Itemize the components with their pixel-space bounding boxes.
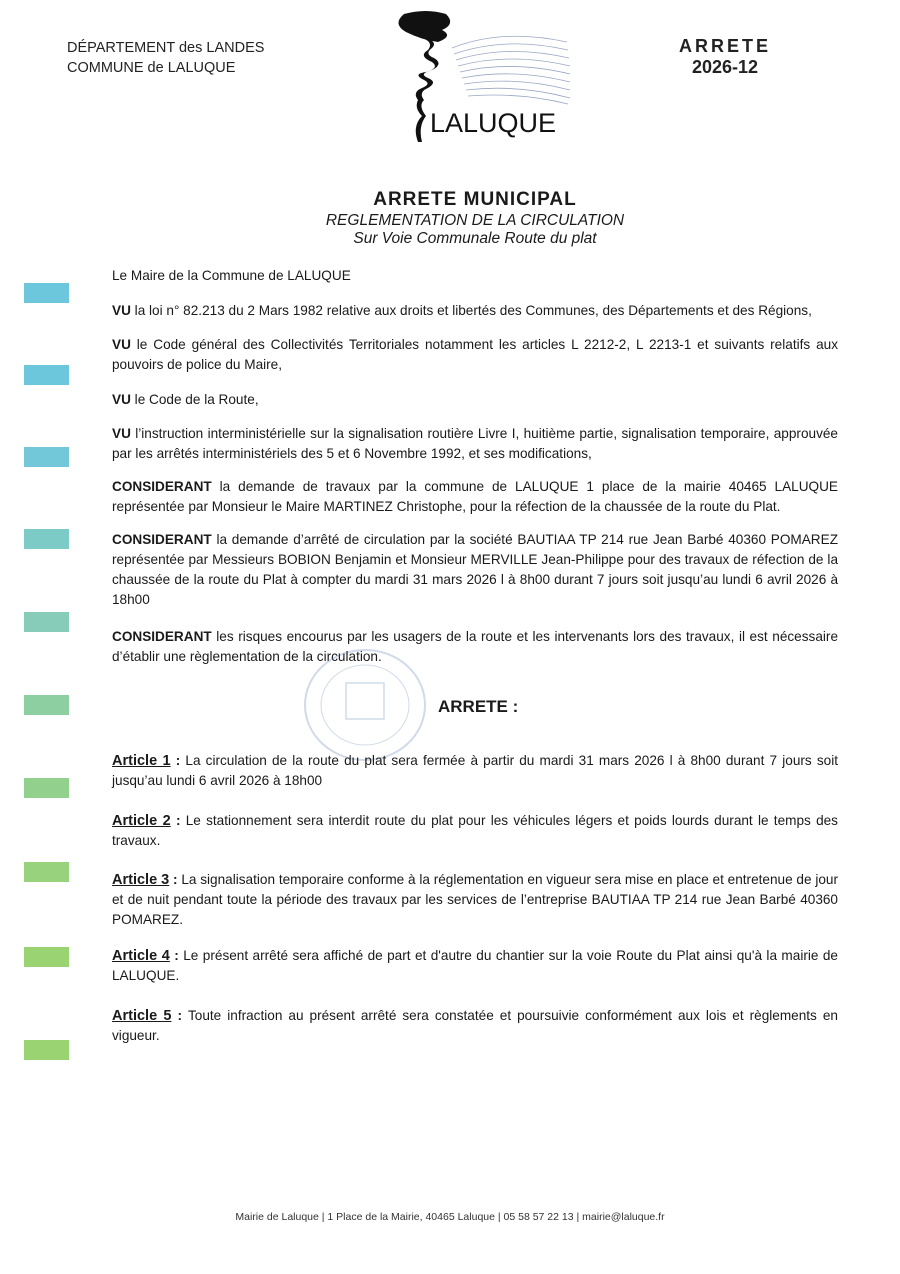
- article-label: Article 5: [112, 1008, 172, 1024]
- article-colon: :: [169, 948, 184, 963]
- consideration-keyword: VU: [112, 337, 131, 352]
- consideration-text: l’instruction interministérielle sur la signalisation routière Livre I, huitième partie, signalisation temporaire, approuvée par les arrêtés interministériels des 5 et 6 Novembre 1992, et ses modifications,: [112, 426, 838, 461]
- article-label: Article 1: [112, 753, 171, 769]
- consideration-keyword: VU: [112, 392, 131, 407]
- article-paragraph: [112, 946, 838, 986]
- department-line: DÉPARTEMENT des LANDES: [67, 40, 265, 56]
- arrete-number: 2026-12: [691, 57, 759, 77]
- commune-line: COMMUNE de LALUQUE: [67, 60, 236, 76]
- title-subtitle-2: Sur Voie Communale Route du plat: [353, 230, 597, 247]
- margin-tab: [24, 612, 69, 632]
- article-label: Article 3: [112, 872, 170, 888]
- article-paragraph: [112, 1006, 838, 1046]
- consideration-paragraph: [112, 627, 838, 667]
- article-paragraph: [112, 811, 838, 851]
- margin-tab: [24, 365, 69, 385]
- consideration-text: la loi n° 82.213 du 2 Mars 1982 relative aux droits et libertés des Communes, des Départements et des Régions,: [130, 303, 812, 318]
- document-title: [150, 188, 800, 248]
- laluque-logo: [382, 8, 578, 148]
- consideration-text: le Code général des Collectivités Territoriales notamment les articles L 2212-2, L 2213-1 et suivants relatifs aux pouvoirs de police du Maire,: [112, 337, 838, 372]
- consideration-paragraph: [112, 424, 838, 464]
- margin-tab: [24, 862, 69, 882]
- consideration-keyword: VU: [112, 426, 131, 441]
- consideration-keyword: CONSIDERANT: [112, 532, 212, 547]
- consideration-text: la demande d’arrêté de circulation par la société BAUTIAA TP 214 rue Jean Barbé 40360 POMAREZ représentée par Messieurs BOBION Benjamin et Monsieur MERVILLE Jean-Philippe pour des travaux de réfection de la chaussée de la route du Plat à compter du mardi 31 mars 2026 l à 8h00 durant 7 jours soit jusqu’au lundi 6 avril 2026 à 18h00: [112, 532, 838, 607]
- consideration-paragraph: [112, 390, 838, 410]
- margin-tab: [24, 947, 69, 967]
- arrete-heading: ARRETE :: [438, 697, 519, 716]
- article-text: La signalisation temporaire conforme à la réglementation en vigueur sera mise en place et entretenue de jour et de nuit pendant toute la période des travaux par les services de l’entreprise BAUTIAA TP 214 rue Jean Barbé 40360 POMAREZ.: [112, 872, 838, 927]
- margin-tab: [24, 1040, 69, 1060]
- article-text: Le stationnement sera interdit route du plat pour les véhicules légers et poids lourds durant le temps des travaux.: [112, 813, 838, 848]
- consideration-paragraph: [112, 335, 838, 375]
- margin-tab: [24, 778, 69, 798]
- article-text: Le présent arrêté sera affiché de part et d'autre du chantier sur la voie Route du Plat ainsi qu'à la mairie de LALUQUE.: [112, 948, 838, 983]
- article-colon: :: [171, 1008, 188, 1023]
- page-footer: Mairie de Laluque | 1 Place de la Mairie, 40465 Laluque | 05 58 57 22 13 | mairie@laluque.fr: [235, 1211, 665, 1223]
- article-text: Toute infraction au présent arrêté sera constatée et poursuivie conformément aux lois et règlements en vigueur.: [112, 1008, 838, 1043]
- article-label: Article 2: [112, 813, 171, 829]
- article-colon: :: [169, 872, 182, 887]
- consideration-keyword: VU: [112, 303, 131, 318]
- article-label: Article 4: [112, 948, 170, 964]
- department-header: [67, 38, 264, 78]
- title-subtitle-1: REGLEMENTATION DE LA CIRCULATION: [325, 212, 625, 229]
- consideration-text: la demande de travaux par la commune de LALUQUE 1 place de la mairie 40465 LALUQUE représentée par Monsieur le Maire MARTINEZ Christophe, pour la réfection de la chaussée de la route du Plat.: [112, 479, 838, 514]
- margin-tab: [24, 695, 69, 715]
- consideration-text: les risques encourus par les usagers de la route et les intervenants lors des travaux, il est nécessaire d’établir une règlementation de la circulation.: [112, 629, 838, 664]
- consideration-keyword: CONSIDERANT: [112, 479, 212, 494]
- margin-tab: [24, 283, 69, 303]
- consideration-paragraph: [112, 477, 838, 517]
- logo-text: LALUQUE: [430, 108, 557, 138]
- margin-tab: [24, 529, 69, 549]
- arrete-label: ARRETE: [678, 36, 771, 56]
- consideration-keyword: CONSIDERANT: [112, 629, 212, 644]
- consideration-paragraph: [112, 301, 838, 321]
- article-text: La circulation de la route du plat sera fermée à partir du mardi 31 mars 2026 l à 8h00 durant 7 jours soit jusqu’au lundi 6 avril 2026 à 18h00: [112, 753, 838, 788]
- intro-line: Le Maire de la Commune de LALUQUE: [112, 268, 351, 283]
- article-colon: :: [170, 753, 186, 768]
- consideration-text: le Code de la Route,: [130, 392, 259, 407]
- article-paragraph: [112, 751, 838, 791]
- article-colon: :: [170, 813, 186, 828]
- title-main: ARRETE MUNICIPAL: [373, 189, 577, 210]
- margin-tab: [24, 447, 69, 467]
- arrete-number-block: [650, 36, 800, 78]
- article-paragraph: [112, 870, 838, 930]
- mairie-stamp: [300, 645, 430, 765]
- consideration-paragraph: [112, 530, 838, 610]
